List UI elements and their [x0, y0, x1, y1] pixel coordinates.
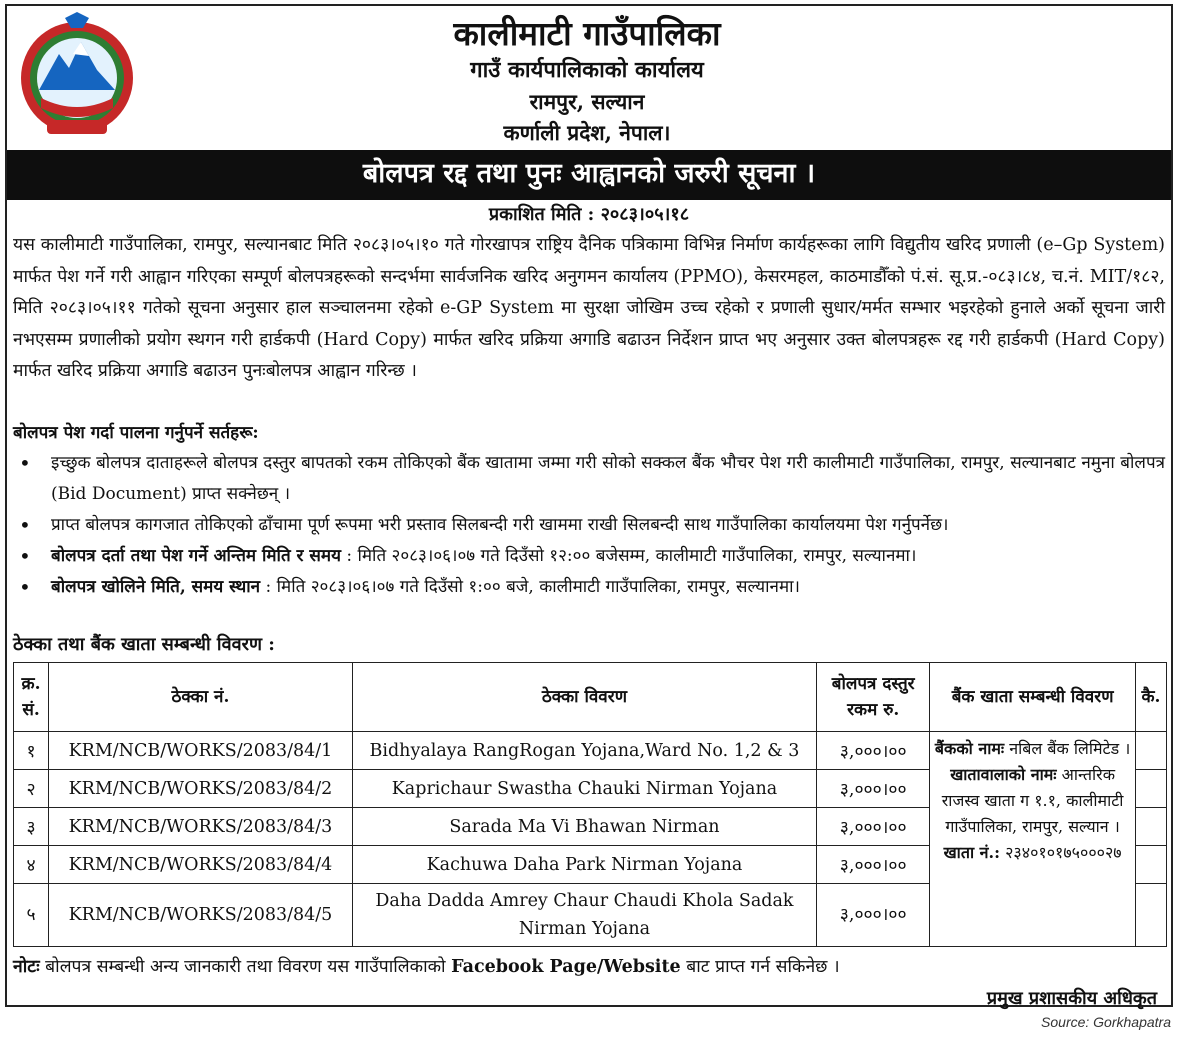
cell-remarks	[1135, 770, 1166, 808]
col-header-fee: बोलपत्र दस्तुर रकम रु.	[817, 663, 930, 732]
condition-item: • बोलपत्र खोलिने मिति, समय स्थान : मिति २०८३।०६।०७ गते दिउँसो १:०० बजे, कालीमाटी गाउँपालिका, रामपुर, सल्यानमा।	[13, 572, 1165, 603]
table-row	[14, 732, 1167, 770]
cell-contract-no: KRM/NCB/WORKS/2083/84/3	[49, 808, 353, 846]
cell-contract-no: KRM/NCB/WORKS/2083/84/4	[49, 846, 353, 884]
col-header-contract-no: ठेक्का नं.	[49, 663, 353, 732]
cell-description: Bidhyalaya RangRogan Yojana,Ward No. 1,2 & 3	[352, 732, 816, 770]
cell-description: Kachuwa Daha Park Nirman Yojana	[352, 846, 816, 884]
cell-sn: ३	[14, 808, 49, 846]
cell-contract-no: KRM/NCB/WORKS/2083/84/2	[49, 770, 353, 808]
office-location: रामपुर, सल्यान	[529, 89, 645, 114]
cell-fee: ३,०००।००	[817, 732, 930, 770]
cell-fee: ३,०००।००	[817, 884, 930, 947]
municipality-name: कालीमाटी गाउँपालिका	[453, 14, 721, 53]
notice-frame	[5, 4, 1173, 1007]
table-header-row	[14, 663, 1167, 732]
col-header-bank-details: बैंक खाता सम्बन्धी विवरण	[930, 663, 1136, 732]
cell-fee: ३,०००।००	[817, 846, 930, 884]
nepal-emblem-icon	[17, 12, 137, 142]
cell-bank-details: बैंकको नामः नबिल बैंक लिमिटेड । खातावालाको नामः आन्तरिक राजस्व खाता ग १.१, कालीमाटी गाउँपालिका, रामपुर, सल्यान । खाता नं.: २३४०१०१७५०००२७	[930, 732, 1136, 947]
office-name: गाउँ कार्यपालिकाको कार्यालय	[470, 57, 704, 83]
cell-description: Kaprichaur Swastha Chauki Nirman Yojana	[352, 770, 816, 808]
notice-header	[7, 6, 1171, 148]
province-country: कर्णाली प्रदेश, नेपाल।	[503, 120, 671, 145]
source-credit: Source: Gorkhapatra	[1041, 1014, 1171, 1030]
cell-fee: ३,०००।००	[817, 770, 930, 808]
condition-item: • बोलपत्र दर्ता तथा पेश गर्ने अन्तिम मिति र समय : मिति २०८३।०६।०७ गते दिउँसो १२:०० बजेसम्म, कालीमाटी गाउँपालिका, रामपुर, सल्यानमा।	[13, 541, 1165, 572]
col-header-description: ठेक्का विवरण	[352, 663, 816, 732]
cell-description: Daha Dadda Amrey Chaur Chaudi Khola Sadak Nirman Yojana	[352, 884, 816, 947]
bullet-icon: •	[19, 451, 31, 475]
cell-contract-no: KRM/NCB/WORKS/2083/84/5	[49, 884, 353, 947]
cell-contract-no: KRM/NCB/WORKS/2083/84/1	[49, 732, 353, 770]
contracts-table	[13, 662, 1167, 947]
cell-remarks	[1135, 884, 1166, 947]
cell-sn: २	[14, 770, 49, 808]
condition-item: • इच्छुक बोलपत्र दाताहरूले बोलपत्र दस्तुर बापतको रकम तोकिएको बैंक खातामा जम्मा गरी सोको सक्कल बैंक भौचर पेश गरी कालीमाटी गाउँपालिका, रामपुर, सल्यानबाट नमुना बोलपत्र (Bid Document) प्राप्त सक्नेछन् ।	[13, 448, 1165, 510]
footer-note: नोटः बोलपत्र सम्बन्धी अन्य जानकारी तथा विवरण यस गाउँपालिकाको Facebook Page/Website बाट प्राप्त गर्न सकिनेछ ।	[13, 957, 840, 977]
cell-description: Sarada Ma Vi Bhawan Nirman	[352, 808, 816, 846]
table-heading: ठेक्का तथा बैंक खाता सम्बन्धी विवरण :	[13, 634, 275, 655]
notice-title-banner: बोलपत्र रद्द तथा पुनः आह्वानको जरुरी सूचना ।	[7, 150, 1171, 200]
cell-remarks	[1135, 808, 1166, 846]
bullet-icon: •	[19, 575, 31, 599]
col-header-remarks: कै.	[1135, 663, 1166, 732]
cell-sn: ४	[14, 846, 49, 884]
conditions-list	[13, 448, 1165, 603]
conditions-heading: बोलपत्र पेश गर्दा पालना गर्नुपर्ने सर्तहरू:	[13, 423, 259, 443]
notice-body-paragraph: यस कालीमाटी गाउँपालिका, रामपुर, सल्यानबाट मिति २०८३।०५।१० गते गोरखापत्र राष्ट्रिय दैनिक पत्रिकामा विभिन्न निर्माण कार्यहरूका लागि विद्युतीय खरिद प्रणाली (e–Gp System) मार्फत पेश गर्ने गरी आह्वान गरिएका सम्पूर्ण बोलपत्रहरूको सन्दर्भमा सार्वजनिक खरिद अनुगमन कार्यालय (PPMO), केसरमहल, काठमाडौँको पं.सं. सू.प्र.-०८३।८४, च.नं. MIT/१८२, मिति २०८३।०५।११ गतेको सूचना अनुसार हाल सञ्चालनमा रहेको e-GP System मा सुरक्षा जोखिम उच्च रहेको र प्रणाली सुधार/मर्मत सम्भार भइरहेको हुनाले अर्को सूचना जारी नभएसम्म प्रणालीको प्रयोग स्थगन गरी हार्डकपी (Hard Copy) मार्फत खरिद प्रक्रिया अगाडि बढाउन निर्देशन प्राप्त भए अनुसार उक्त बोलपत्रहरू रद्द गरी हार्डकपी (Hard Copy) मार्फत खरिद प्रक्रिया अगाडि बढाउन पुनःबोलपत्र आह्वान गरिन्छ ।	[13, 235, 1165, 382]
cell-fee: ३,०००।००	[817, 808, 930, 846]
cell-remarks	[1135, 846, 1166, 884]
col-header-sn: क्र. सं.	[14, 663, 49, 732]
published-date: प्रकाशित मिति : २०८३।०५।१८	[488, 204, 690, 225]
bullet-icon: •	[19, 544, 31, 568]
signature-designation: प्रमुख प्रशासकीय अधिकृत	[986, 988, 1157, 1009]
cell-sn: १	[14, 732, 49, 770]
cell-remarks	[1135, 732, 1166, 770]
bullet-icon: •	[19, 513, 31, 537]
condition-item: • प्राप्त बोलपत्र कागजात तोकिएको ढाँचामा पूर्ण रूपमा भरी प्रस्ताव सिलबन्दी गरी खाममा राखी सिलबन्दी साथ गाउँपालिका कार्यालयमा पेश गर्नुपर्नेछ।	[13, 510, 1165, 541]
cell-sn: ५	[14, 884, 49, 947]
